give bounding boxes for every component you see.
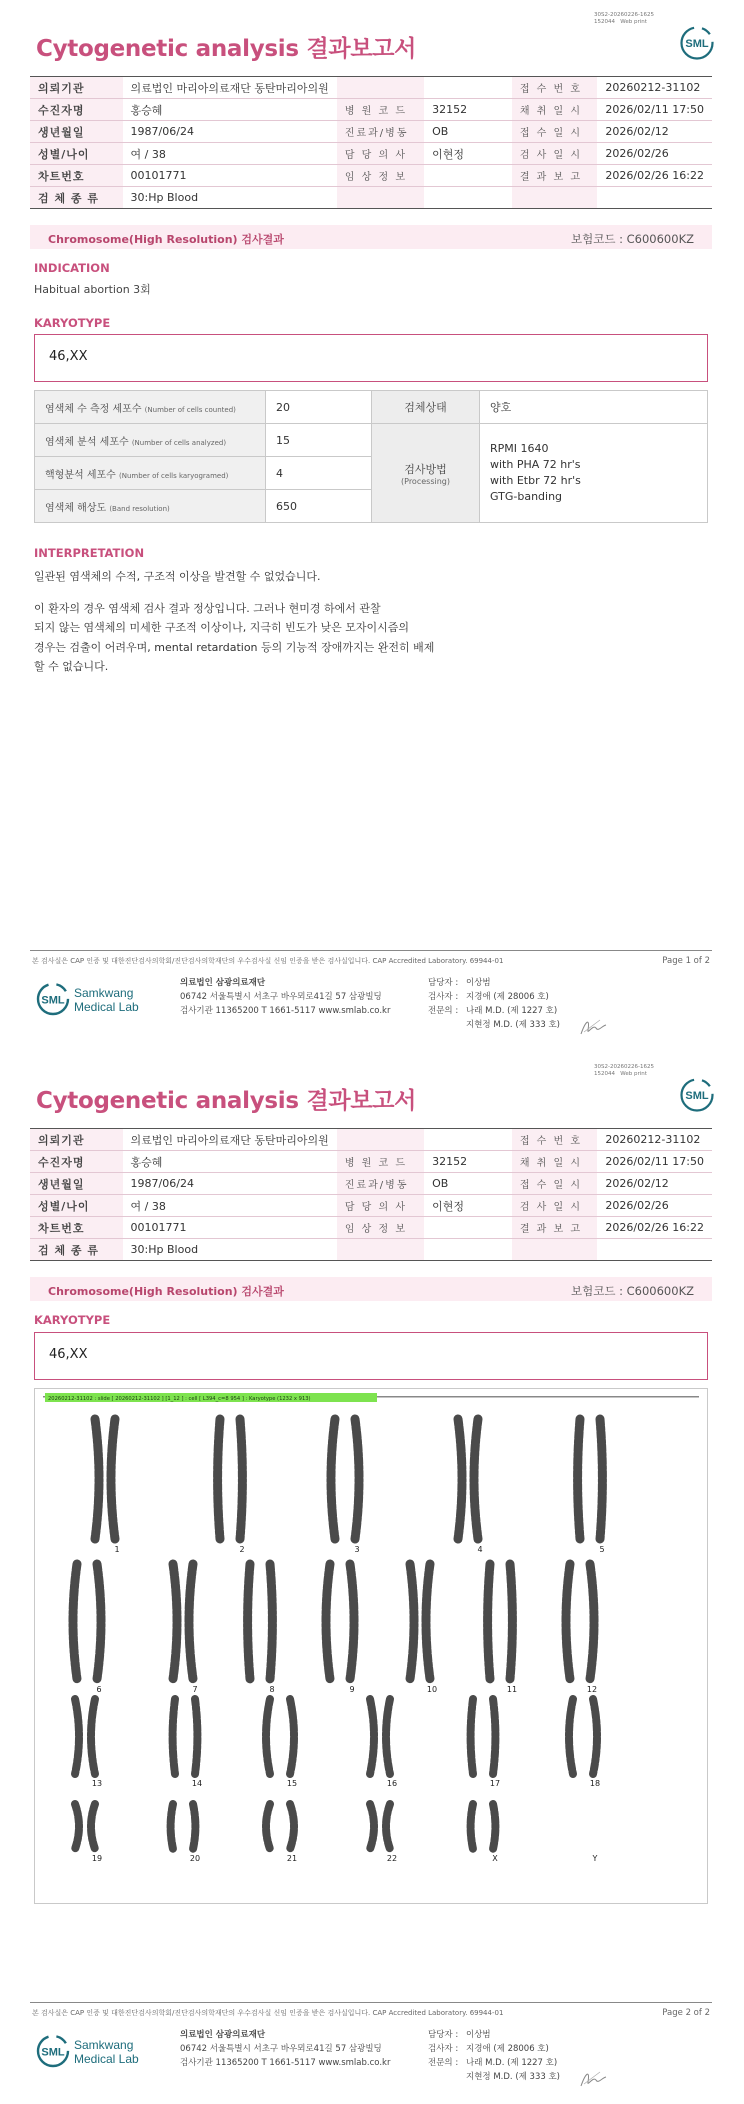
chromosome-label: 18 xyxy=(589,1779,601,1788)
chromosome xyxy=(493,1804,495,1849)
field-value: 20260212-31102 xyxy=(597,77,712,99)
chromosome xyxy=(593,1699,597,1774)
chromosome xyxy=(73,1564,77,1679)
field-label: 병 원 코 드 xyxy=(337,1151,424,1173)
indication-heading: INDICATION xyxy=(34,261,110,275)
staff-line: 지현정 M.D. (제 333 호) xyxy=(466,2072,561,2082)
field-label: 접 수 번 호 xyxy=(512,1129,598,1151)
samkwang-logo-icon xyxy=(36,976,156,1022)
chromosome-label: 10 xyxy=(426,1685,438,1694)
field-label: 진료과/병동 xyxy=(337,121,424,143)
interpretation-text: 일관된 염색체의 수적, 구조적 이상을 발견할 수 없었습니다. 이 환자의 경우 염색체 검사 결과 정상입니다. 그러나 현미경 하에서 관찰 되지 않는 염색체의 미세한 구조적 이상이나, 지극히 빈도가 낮은 모자이시즘의 경우는 검출이 어려우며, mental retardation 등의 기능적 장애까지는 완전히 배제 할 수 없습니다. xyxy=(34,570,435,673)
patient-info-row xyxy=(30,1195,712,1217)
page-number: Page 1 of 2 xyxy=(662,956,710,966)
cells-karyogramed-label: 핵형분석 세포수 (Number of cells karyogramed) xyxy=(35,457,266,490)
karyogram-figure xyxy=(35,1389,707,1903)
chromosome xyxy=(493,1699,495,1774)
chromosome xyxy=(569,1699,573,1774)
chromosome-label: 5 xyxy=(599,1545,605,1554)
print-code: 30S2-20260226-1625 152044 Web print xyxy=(594,12,654,25)
chromosome xyxy=(471,1699,473,1774)
field-label: 임 상 정 보 xyxy=(337,165,424,187)
svg-text:SML: SML xyxy=(685,1090,709,1102)
chromosome-label: 7 xyxy=(192,1685,198,1694)
method-value: RPMI 1640 with PHA 72 hr's with Etbr 72 hr's GTG-banding xyxy=(480,424,708,523)
chromosome xyxy=(566,1564,570,1679)
field-label: 의뢰기관 xyxy=(30,1129,123,1151)
field-value: 1987/06/24 xyxy=(123,121,337,143)
field-value: 여 / 38 xyxy=(123,1195,337,1217)
test-name: Chromosome(High Resolution) 검사결과 xyxy=(48,1285,284,1298)
staff-line: 검사자 : 지경애 (제 28006 호) xyxy=(428,2044,549,2054)
chromosome-label: 12 xyxy=(586,1685,598,1694)
karyotype-heading: KARYOTYPE xyxy=(34,316,111,330)
report-title: Cytogenetic analysis 결과보고서 xyxy=(36,36,417,62)
chromosome-label: 14 xyxy=(191,1779,203,1788)
field-value: 2026/02/11 17:50 xyxy=(597,1151,712,1173)
chromosome xyxy=(195,1699,197,1774)
field-label: 성별/나이 xyxy=(30,143,123,165)
field-value: OB xyxy=(424,1173,512,1195)
indication-text: Habitual abortion 3회 xyxy=(34,283,151,296)
field-label: 차트번호 xyxy=(30,165,123,187)
patient-info-row xyxy=(30,99,712,121)
samkwang-logo-icon xyxy=(36,2028,156,2074)
field-value xyxy=(424,77,512,99)
company-info: 의료법인 삼광의료재단 06742 서울특별시 서초구 바우뫼로41길 57 삼광빌딩 검사기관 11365200 T 1661-5117 www.smlab.co.kr xyxy=(180,2030,391,2068)
chromosome-label: 17 xyxy=(489,1779,501,1788)
chromosome-label: 21 xyxy=(286,1854,298,1863)
chromosome xyxy=(410,1564,414,1679)
specimen-status-value: 양호 xyxy=(480,391,708,424)
field-value xyxy=(424,1239,512,1261)
company-info: 의료법인 삼광의료재단 06742 서울특별시 서초구 바우뫼로41길 57 삼광빌딩 검사기관 11365200 T 1661-5117 www.smlab.co.kr xyxy=(180,978,391,1016)
field-label: 검 체 종 류 xyxy=(30,1239,123,1261)
patient-info-row xyxy=(30,77,712,99)
staff-info xyxy=(428,976,560,1032)
staff-line: 전문의 : 나래 M.D. (제 1227 호) xyxy=(428,1006,558,1016)
field-value: 여 / 38 xyxy=(123,143,337,165)
chromosome xyxy=(290,1699,294,1774)
insurance-code: 보험코드 : C600600KZ xyxy=(571,232,694,246)
chromosome xyxy=(248,1564,250,1679)
chromosome xyxy=(95,1419,99,1539)
test-name: Chromosome(High Resolution) 검사결과 xyxy=(48,233,284,246)
svg-text:SML: SML xyxy=(685,38,709,50)
chromosome xyxy=(97,1564,101,1679)
svg-text:Medical Lab: Medical Lab xyxy=(74,2052,139,2066)
chromosome xyxy=(471,1804,473,1849)
chromosome xyxy=(590,1564,594,1679)
karyotype-result-box xyxy=(34,334,708,382)
test-name-bar xyxy=(30,1277,712,1301)
field-label: 결 과 보 고 xyxy=(512,165,598,187)
svg-text:Medical Lab: Medical Lab xyxy=(74,1000,139,1014)
chromosome xyxy=(75,1699,79,1774)
field-label xyxy=(512,1239,598,1261)
field-value xyxy=(597,187,712,209)
karyotype-result: 46,XX xyxy=(49,1347,88,1362)
print-code: 30S2-20260226-1625 152044 Web print xyxy=(594,1064,654,1077)
field-value: 00101771 xyxy=(123,165,337,187)
field-value: 1987/06/24 xyxy=(123,1173,337,1195)
patient-info-row xyxy=(30,1217,712,1239)
karyogram-banner: 20260212-31102 : slide [ 20260212-31102 ] [1_12 ] : cell [ L394_c=8 954 ] : Karyotype (1232 x 913) xyxy=(48,1396,311,1402)
test-name-bar xyxy=(30,225,712,249)
field-label: 성별/나이 xyxy=(30,1195,123,1217)
field-value xyxy=(424,187,512,209)
svg-text:Samkwang: Samkwang xyxy=(74,2038,134,2052)
chromosome xyxy=(355,1419,359,1539)
field-label: 진료과/병동 xyxy=(337,1173,424,1195)
cells-analyzed-value: 15 xyxy=(266,424,372,457)
chromosome-label: 8 xyxy=(269,1685,275,1694)
band-resolution-label: 염색체 해상도 (Band resolution) xyxy=(35,490,266,523)
chromosome-label: Y xyxy=(592,1854,598,1863)
chromosome xyxy=(193,1804,195,1849)
field-value: 32152 xyxy=(424,99,512,121)
field-value: OB xyxy=(424,121,512,143)
field-value: 2026/02/12 xyxy=(597,121,712,143)
chromosome xyxy=(266,1699,270,1774)
footer-cert: 본 검사실은 CAP 인증 및 대한진단검사의학회/진단검사의학재단의 우수검사실 신임 인증을 받은 검사실입니다. CAP Accredited Laboratory. 69944-01 xyxy=(32,2009,504,2017)
chromosome-label: 20 xyxy=(189,1854,201,1863)
field-label: 채 취 일 시 xyxy=(512,99,598,121)
field-label: 접 수 번 호 xyxy=(512,77,598,99)
field-value: 2026/02/26 16:22 xyxy=(597,1217,712,1239)
interpretation-heading: INTERPRETATION xyxy=(34,546,145,560)
chromosome xyxy=(386,1699,390,1774)
chromosome-label: 22 xyxy=(386,1854,398,1863)
chromosome xyxy=(474,1419,478,1539)
karyotype-result: 46,XX xyxy=(49,349,88,364)
field-value: 00101771 xyxy=(123,1217,337,1239)
signature-icon xyxy=(578,2068,608,2090)
specimen-status-label: 검체상태 xyxy=(372,391,480,424)
band-resolution-value: 650 xyxy=(266,490,372,523)
field-label: 병 원 코 드 xyxy=(337,99,424,121)
patient-info-row xyxy=(30,121,712,143)
chromosome xyxy=(290,1804,294,1849)
karyotype-result-box xyxy=(34,1332,708,1380)
field-label xyxy=(337,187,424,209)
chromosome xyxy=(510,1564,512,1679)
field-label: 접 수 일 시 xyxy=(512,121,598,143)
svg-text:SML: SML xyxy=(41,2046,65,2059)
field-value: 의료법인 마리아의료재단 동탄마리아의원 xyxy=(123,77,337,99)
chromosome xyxy=(270,1564,272,1679)
chromosome xyxy=(458,1419,462,1539)
field-value: 20260212-31102 xyxy=(597,1129,712,1151)
field-label xyxy=(337,1239,424,1261)
field-value: 2026/02/26 xyxy=(597,1195,712,1217)
karyogram-image xyxy=(34,1388,708,1904)
page-number: Page 2 of 2 xyxy=(662,2008,710,2018)
chromosome-label: 15 xyxy=(286,1779,298,1788)
patient-info-table xyxy=(30,1128,712,1261)
karyotype-heading: KARYOTYPE xyxy=(34,1313,111,1327)
field-value: 홍승혜 xyxy=(123,99,337,121)
field-label: 담 당 의 사 xyxy=(337,143,424,165)
chromosome-label: 11 xyxy=(506,1685,518,1694)
insurance-code: 보험코드 : C600600KZ xyxy=(571,1284,694,1298)
sml-logo-icon xyxy=(680,26,714,60)
field-label xyxy=(512,187,598,209)
field-value xyxy=(424,1129,512,1151)
chromosome-label: 13 xyxy=(91,1779,103,1788)
chromosome-label: 1 xyxy=(114,1545,120,1554)
chromosome xyxy=(240,1419,242,1539)
chromosome xyxy=(171,1804,173,1849)
staff-line: 담당자 : 이상범 xyxy=(428,978,491,988)
chromosome-label: 3 xyxy=(354,1545,360,1554)
field-value: 2026/02/11 17:50 xyxy=(597,99,712,121)
field-label: 검 사 일 시 xyxy=(512,1195,598,1217)
chromosome xyxy=(91,1699,95,1774)
field-label: 수진자명 xyxy=(30,99,123,121)
field-label: 수진자명 xyxy=(30,1151,123,1173)
field-label: 검 체 종 류 xyxy=(30,187,123,209)
cells-analyzed-label: 염색체 분석 세포수 (Number of cells analyzed) xyxy=(35,424,266,457)
svg-text:Samkwang: Samkwang xyxy=(74,986,134,1000)
chromosome xyxy=(370,1699,374,1774)
staff-line: 검사자 : 지경애 (제 28006 호) xyxy=(428,992,549,1002)
chromosome xyxy=(189,1564,193,1679)
chromosome-label: 2 xyxy=(239,1545,245,1554)
chromosome xyxy=(173,1699,175,1774)
field-value: 이현정 xyxy=(424,143,512,165)
chromosome xyxy=(386,1804,390,1849)
patient-info-row xyxy=(30,187,712,209)
signature-icon xyxy=(578,1016,608,1038)
sml-logo-icon xyxy=(680,1078,714,1112)
patient-info-row xyxy=(30,1151,712,1173)
report-title: Cytogenetic analysis 결과보고서 xyxy=(36,1088,417,1114)
staff-line: 전문의 : 나래 M.D. (제 1227 호) xyxy=(428,2058,558,2068)
staff-line: 지현정 M.D. (제 333 호) xyxy=(466,1020,561,1030)
patient-info-table xyxy=(30,76,712,209)
chromosome xyxy=(370,1804,374,1849)
cells-karyogramed-value: 4 xyxy=(266,457,372,490)
patient-info-row xyxy=(30,1239,712,1261)
svg-text:SML: SML xyxy=(41,994,65,1007)
method-label: 검사방법 (Processing) xyxy=(372,424,480,523)
field-label: 생년월일 xyxy=(30,1173,123,1195)
chromosome-label: 6 xyxy=(96,1685,102,1694)
chromosome xyxy=(578,1419,580,1539)
chromosome-label: 9 xyxy=(349,1685,355,1694)
chromosome-label: 16 xyxy=(386,1779,398,1788)
chromosome xyxy=(173,1564,177,1679)
chromosome-label: 4 xyxy=(477,1545,483,1554)
field-label: 접 수 일 시 xyxy=(512,1173,598,1195)
field-label xyxy=(337,1129,424,1151)
chromosome xyxy=(326,1564,330,1679)
patient-info-row xyxy=(30,165,712,187)
field-value: 30:Hp Blood xyxy=(123,1239,337,1261)
field-label: 검 사 일 시 xyxy=(512,143,598,165)
field-value: 2026/02/26 16:22 xyxy=(597,165,712,187)
field-label: 결 과 보 고 xyxy=(512,1217,598,1239)
field-label: 차트번호 xyxy=(30,1217,123,1239)
field-label: 생년월일 xyxy=(30,121,123,143)
field-value: 이현정 xyxy=(424,1195,512,1217)
field-value: 30:Hp Blood xyxy=(123,187,337,209)
chromosome xyxy=(75,1804,79,1849)
chromosome-label: X xyxy=(492,1854,498,1863)
field-label: 의뢰기관 xyxy=(30,77,123,99)
field-value xyxy=(424,1217,512,1239)
staff-info xyxy=(428,2028,560,2084)
field-value: 32152 xyxy=(424,1151,512,1173)
chromosome-label: 19 xyxy=(91,1854,103,1863)
field-label xyxy=(337,77,424,99)
field-label: 임 상 정 보 xyxy=(337,1217,424,1239)
field-value: 2026/02/26 xyxy=(597,143,712,165)
chromosome xyxy=(218,1419,220,1539)
footer-divider xyxy=(30,950,712,951)
field-value xyxy=(424,165,512,187)
field-value: 2026/02/12 xyxy=(597,1173,712,1195)
chromosome xyxy=(331,1419,335,1539)
chromosome xyxy=(488,1564,490,1679)
chromosome xyxy=(426,1564,430,1679)
chromosome xyxy=(600,1419,602,1539)
footer-cert: 본 검사실은 CAP 인증 및 대한진단검사의학회/진단검사의학재단의 우수검사실 신임 인증을 받은 검사실입니다. CAP Accredited Laboratory. 69944-01 xyxy=(32,957,504,965)
patient-info-row xyxy=(30,1129,712,1151)
chromosome xyxy=(266,1804,270,1849)
cells-counted-value: 20 xyxy=(266,391,372,424)
cell-count-table xyxy=(34,390,708,523)
field-label: 담 당 의 사 xyxy=(337,1195,424,1217)
chromosome xyxy=(111,1419,115,1539)
field-value xyxy=(597,1239,712,1261)
patient-info-row xyxy=(30,143,712,165)
chromosome xyxy=(350,1564,354,1679)
cells-counted-label: 염색체 수 측정 세포수 (Number of cells counted) xyxy=(35,391,266,424)
chromosome xyxy=(91,1804,95,1849)
field-value: 홍승혜 xyxy=(123,1151,337,1173)
footer-divider xyxy=(30,2002,712,2003)
field-value: 의료법인 마리아의료재단 동탄마리아의원 xyxy=(123,1129,337,1151)
field-label: 채 취 일 시 xyxy=(512,1151,598,1173)
patient-info-row xyxy=(30,1173,712,1195)
staff-line: 담당자 : 이상범 xyxy=(428,2030,491,2040)
